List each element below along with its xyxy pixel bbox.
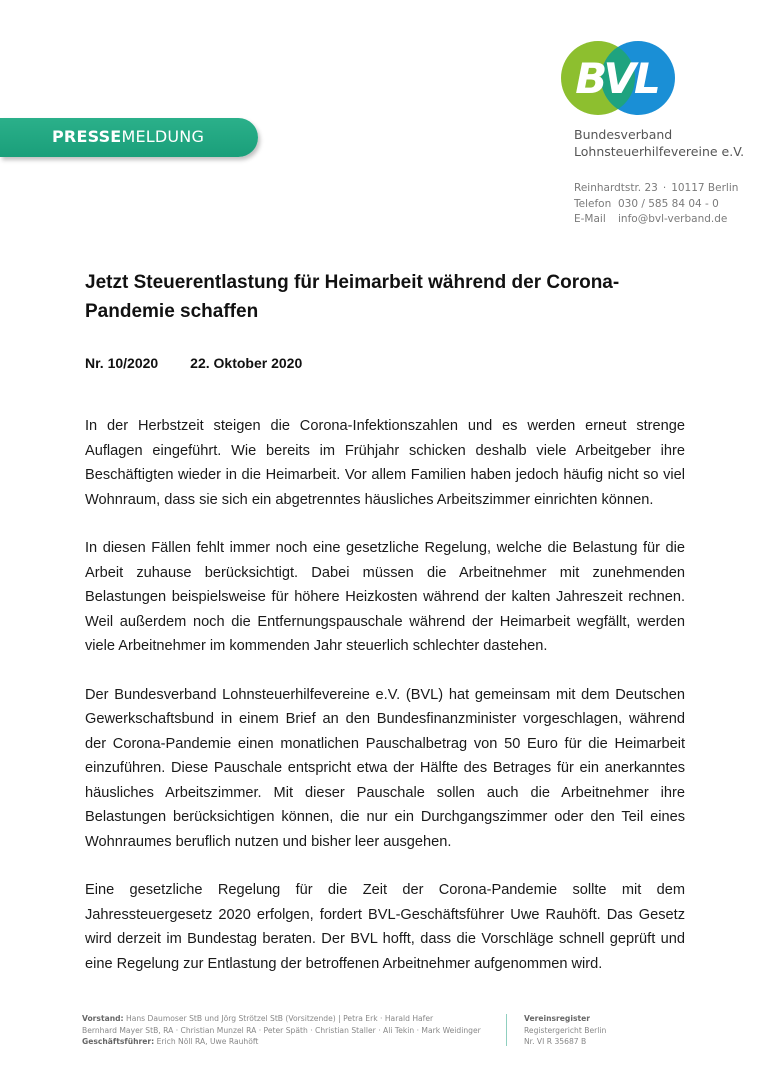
managers-label: Geschäftsführer: (82, 1037, 155, 1046)
organization-name (574, 126, 744, 160)
banner-label-bold: PRESSE (52, 127, 122, 146)
logo-text: BVL (575, 54, 659, 103)
banner-label-light: MELDUNG (121, 127, 205, 146)
footer-board-line-1 (82, 1013, 481, 1025)
footer-board-line-2: Bernhard Mayer StB, RA · Christian Munzel RA · Peter Späth · Christian Staller · Ali Tekin · Mark Weidinger (82, 1025, 481, 1035)
address-separator: · (662, 182, 667, 194)
paragraph: Eine gesetzliche Regelung für die Zeit der Corona-Pandemie sollte mit dem Jahressteuergesetz 2020 erfolgen, fordert BVL-Geschäftsführer Uwe Rauhöft. Das Gesetz wird derzeit im Bundestag beraten. Der BVL hofft, dass die Vorschläge schnell geprüft und eine Regelung zur Entlastung der betroffenen Arbeitnehmer aufgenommen wird. (85, 882, 685, 972)
organization-line-2: Lohnsteuerhilfevereine e.V. (574, 144, 745, 159)
footer-divider (506, 1014, 507, 1046)
release-date: 22. Oktober 2020 (190, 355, 303, 371)
contact-email (574, 212, 738, 228)
register-label: Vereinsregister (524, 1014, 591, 1023)
address-city: 10117 Berlin (671, 182, 739, 194)
phone-label: Telefon (574, 197, 612, 210)
article-title: Jetzt Steuerentlastung für Heimarbeit während der Corona-Pandemie schaffen (85, 272, 620, 322)
paragraph: Der Bundesverband Lohnsteuerhilfevereine e.V. (BVL) hat gemeinsam mit dem Deutschen Gewerkschaftsbund in einem Brief an den Bundesfinanzminister vorgeschlagen, während der Corona-Pandemie einen monatlichen Pauschalbetrag von 50 Euro für die Heimarbeit einzuführen. Diese Pauschale entspricht etwa der Hälfte des Betrages für ein anerkanntes häusliches Arbeitszimmer. Mit dieser Pauschale sollen auch die Arbeitnehmer ihre Belastungen berücksichtigen können, die nur ein Durchgangszimmer oder den Teil eines Wohnraumes beruflich nutzen und bisher leer ausgehen. (85, 686, 685, 850)
organization-line-1: Bundesverband (574, 127, 673, 142)
contact-address (574, 181, 738, 197)
footer-board (82, 1013, 481, 1048)
press-release-banner (0, 118, 258, 157)
footer-managers (82, 1036, 481, 1048)
contact-block (574, 181, 738, 228)
article-meta (85, 355, 302, 371)
footer-register (524, 1013, 606, 1048)
board-label: Vorstand: (82, 1014, 124, 1023)
article-body (85, 414, 685, 1000)
bvl-logo (560, 40, 678, 116)
address-street: Reinhardtstr. 23 (574, 182, 658, 194)
paragraph: In der Herbstzeit steigen die Corona-Infektionszahlen und es werden erneut strenge Auflagen eingeführt. Wie bereits im Frühjahr schicken deshalb viele Arbeitgeber ihre Beschäftigten wieder in die Heimarbeit. Vor allem Familien haben jedoch häufig nicht so viel Wohnraum, dass sie sich ein abgetrenntes häusliches Arbeitszimmer einrichten können. (85, 418, 685, 508)
release-number: Nr. 10/2020 (85, 355, 159, 371)
banner-label (52, 127, 204, 146)
register-court: Registergericht Berlin (524, 1025, 607, 1035)
register-number: Nr. VI R 35687 B (524, 1037, 587, 1046)
email-address[interactable]: info@bvl-verband.de (618, 213, 728, 225)
contact-phone (574, 197, 738, 213)
managers-names: Erich Nöll RA, Uwe Rauhöft (156, 1037, 259, 1046)
paragraph: In diesen Fällen fehlt immer noch eine gesetzliche Regelung, welche die Belastung für die Arbeit zuhause berücksichtigt. Dabei müssen die Arbeitnehmer mit zunehmenden Belastungen beispielsweise für höhere Heizkosten während der kalten Jahreszeit rechnen. Weil außerdem noch die Entfernungspauschale während der Heimarbeit wegfällt, werden viele Arbeitnehmer im kommenden Jahr steuerlich schlechter dastehen. (85, 540, 685, 654)
board-members-1: Hans Daumoser StB und Jörg Strötzel StB (Vorsitzende) | Petra Erk · Harald Hafer (126, 1014, 434, 1023)
phone-number[interactable]: 030 / 585 84 04 - 0 (618, 197, 719, 210)
email-label: E-Mail (574, 213, 606, 225)
